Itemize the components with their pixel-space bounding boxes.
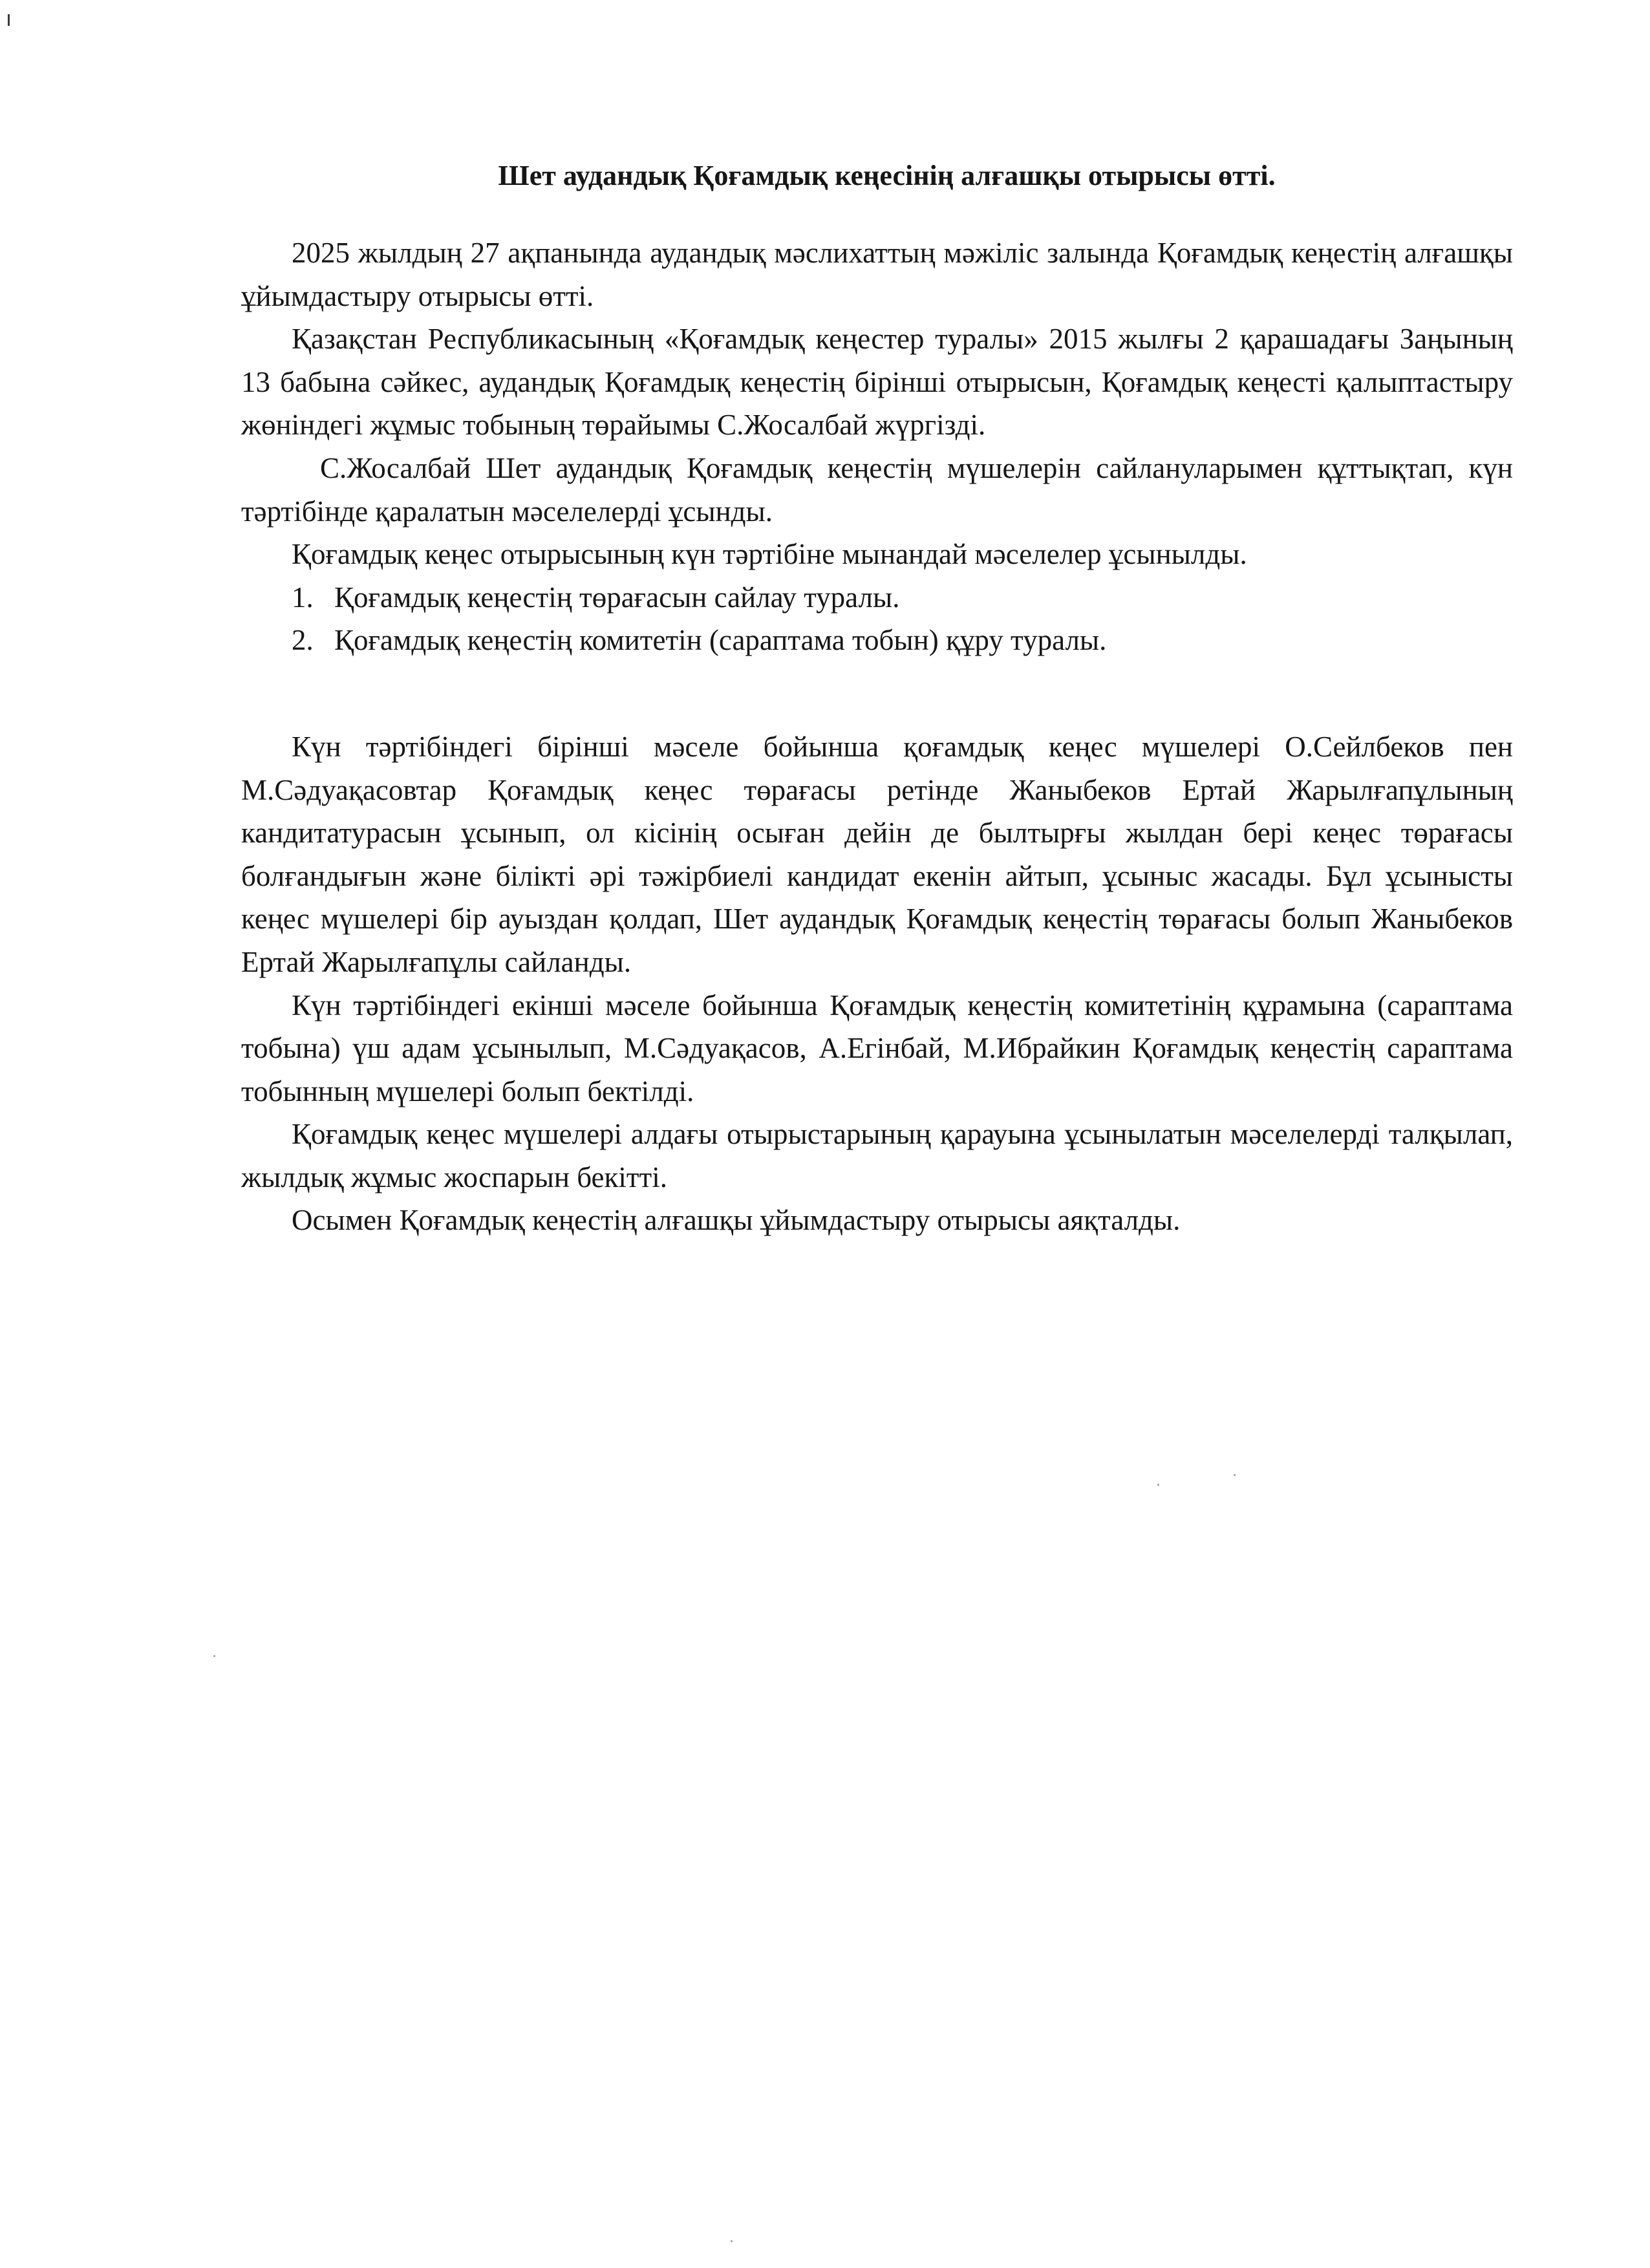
paragraph-first-issue: Күн тәртібіндегі бірінші мәселе бойынша қоғамдық кеңес мүшелері О.Сейлбеков пен М.Сәдуақасовтар Қоғамдық кеңес төрағасы ретінде Жаныбеков Ертай Жарылғапұлының кандитатурасын ұсынып, ол кісінің осыған дейін де былтырғы жылдан бері кеңес төрағасы болғандығын және білікті әрі тәжірбиелі кандидат екенін айтып, ұсыныс жасады. Бұл ұсынысты кеңес мүшелері бір ауыздан қолдап, Шет аудандық Қоғамдық кеңестің төрағасы болып Жаныбеков Ертай Жарылғапұлы сайланды. <box>241 730 1513 978</box>
agenda-item-text: Қоғамдық кеңестің төрағасын сайлау туралы. <box>334 581 900 614</box>
paragraph-work-plan: Қоғамдық кеңес мүшелері алдағы отырыстарының қарауына ұсынылатын мәселелерді талқылап, жылдық жұмыс жоспарын бекітті. <box>241 1118 1513 1193</box>
paragraph-agenda-intro: Қоғамдық кеңес отырысының күн тәртібіне мынандай мәселелер ұсынылды. <box>292 538 1247 571</box>
scan-speck <box>1234 1474 1236 1476</box>
agenda-item-number: 1. <box>292 581 314 614</box>
scan-speck <box>213 1655 215 1657</box>
agenda-item <box>241 619 1513 662</box>
document-page <box>241 155 1513 1242</box>
scan-speck <box>1157 1484 1159 1486</box>
agenda-list <box>241 576 1513 662</box>
scan-edge-mark <box>8 14 10 26</box>
paragraph-congratulations: С.Жосалбай Шет аудандық Қоғамдық кеңестің мүшелерін сайлануларымен құттықтап, күн тәртібінде қаралатын мәселелерді ұсынды. <box>241 451 1513 528</box>
paragraph-second-issue: Күн тәртібіндегі екінші мәселе бойынша Қоғамдық кеңестің комитетінің құрамына (сараптама тобына) үш адам ұсынылып, М.Сәдуақасов, А.Егінбай, М.Ибрайкин Қоғамдық кеңестің сараптама тобынның мүшелері болып бектілді. <box>241 989 1513 1107</box>
agenda-item <box>241 576 1513 619</box>
agenda-item-text: Қоғамдық кеңестің комитетін (сараптама тобын) құру туралы. <box>334 624 1107 657</box>
paragraph-legal-basis: Қазақстан Республикасының «Қоғамдық кеңестер туралы» 2015 жылғы 2 қарашадағы Заңының 13 бабына сәйкес, аудандық Қоғамдық кеңестің бірінші отырысын, Қоғамдық кеңесті қалыптастыру жөніндегі жұмыс тобының төрайымы С.Жосалбай жүргізді. <box>241 323 1513 442</box>
scan-speck <box>731 2240 733 2242</box>
document-title: Шет аудандық Қоғамдық кеңесінің алғашқы отырысы өтті. <box>498 160 1276 191</box>
agenda-item-number: 2. <box>292 624 314 657</box>
paragraph-meeting-date: 2025 жылдың 27 ақпанында аудандық мәслихаттың мәжіліс залында Қоғамдық кеңестің алғашқы ұйымдастыру отырысы өтті. <box>241 237 1513 312</box>
paragraph-closing: Осымен Қоғамдық кеңестің алғашқы ұйымдастыру отырысы аяқталды. <box>292 1204 1181 1237</box>
